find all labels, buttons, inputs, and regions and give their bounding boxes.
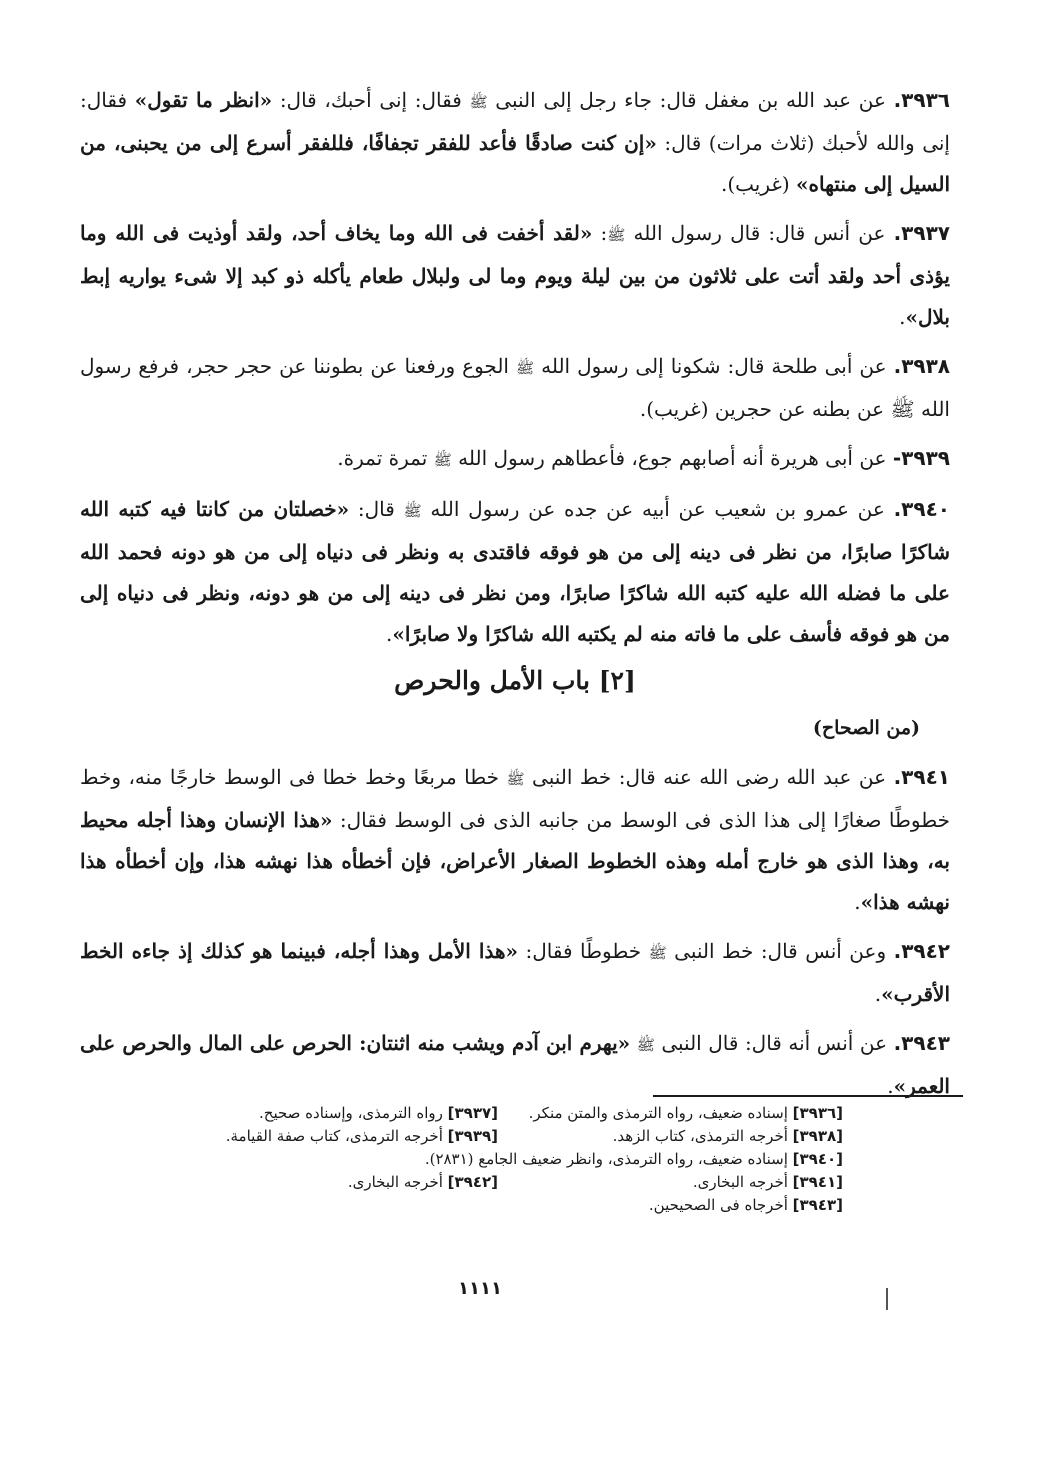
grade-text: (غريب). (720, 172, 796, 196)
footnote-row (143, 1125, 843, 1148)
footnote-text: أخرجه الترمذى، كتاب الزهد. (612, 1127, 793, 1145)
hadith-3937 (80, 213, 950, 338)
salutation-glyph: ﷺ (636, 1036, 655, 1054)
hadith-number: ٣٩٤٠ (901, 497, 950, 521)
narration-text: عن أبى طلحة قال: شكونا إلى رسول الله (534, 354, 894, 378)
hadith-3938 (80, 346, 950, 430)
chapter-title: [٢] باب الأمل والحرص (394, 666, 636, 695)
hadith-3942 (80, 931, 950, 1015)
margin-mark (886, 1288, 888, 1310)
narration-text: خطا مربعًا وخط خطا فى الوسط خارجًا منه، وخط خطوطًا صغارًا إلى هذا الذى فى الوسط من جانبه الذى فى الوسط فقال: (80, 765, 950, 832)
number-separator: . (893, 765, 902, 789)
hadith-number: ٣٩٤٣ (901, 1031, 950, 1055)
narration-text: وعن أنس قال: خط النبى (666, 939, 894, 963)
salutation-glyph: ﷺ (648, 944, 667, 962)
salutation-glyph: ﷺ (515, 359, 535, 377)
section-label: (من الصحاح) (812, 717, 920, 739)
narration-text: عن أنس أنه قال: قال النبى (654, 1031, 894, 1055)
footnote-text: أخرجه الترمذى، كتاب صفة القيامة. (225, 1127, 448, 1145)
hadith-3939 (80, 438, 950, 481)
narration-text: . (854, 890, 861, 914)
prophetic-quote: «انظر ما تقول» (134, 88, 273, 112)
number-separator: . (893, 1031, 902, 1055)
narration-text: خطوطًا فقال: (518, 939, 649, 963)
hadith-number: ٣٩٣٩ (901, 446, 950, 470)
narration-text: عن أنس قال: قال رسول الله (625, 221, 894, 245)
prophetic-quote: «هذا الإنسان وهذا أجله محيط به، وهذا الذى هو خارج أمله وهذه الخطوط الصغار الأعراض، فإن أخطأه هذا نهشه هذا، وإن أخطأه هذا نهشه هذا» (80, 808, 950, 914)
footnote-divider (653, 1095, 963, 1097)
footnote-row (143, 1171, 843, 1194)
narration-text: فقال: إنى والله لأحبك (ثلاث مرات) قال: (80, 88, 950, 155)
hadith-3936 (80, 80, 950, 205)
footnote-number: [٣٩٣٧] (447, 1104, 498, 1122)
prophetic-quote: «خصلتان من كانتا فيه كتبه الله شاكرًا صابرًا، من نظر فى دينه إلى من هو فوقه فاقتدى به ونظر فى دنياه إلى من هو دونه فحمد الله على ما فضله الله عليه كتبه الله شاكرًا صابرًا، ومن نظر فى دينه إلى من هو دونه، ونظر فى دنياه إلى من هو فوقه فأسف على ما فاته منه لم يكتبه الله شاكرًا ولا صابرًا» (80, 497, 950, 646)
narration-text: عن عبد الله بن مغفل قال: جاء رجل إلى النبى (487, 88, 894, 112)
narration-text: . (874, 982, 882, 1006)
narration-text: عن أبى هريرة أنه أصابهم جوع، فأعطاهم رسول الله (451, 446, 893, 470)
footnote-number: [٣٩٤٣] (792, 1196, 843, 1214)
footnote-text: أخرجه البخارى. (347, 1173, 448, 1191)
number-separator: . (893, 88, 902, 112)
footnotes (143, 1102, 843, 1217)
hadith-number: ٣٩٣٧ (901, 221, 950, 245)
page-number: ١١١١ (458, 1278, 502, 1299)
narration-text: عن عمرو بن شعيب عن أبيه عن جده عن رسول الله (421, 497, 894, 521)
salutation-glyph: ﷺ (433, 451, 452, 469)
narration-text: . (899, 305, 906, 329)
narration-text: . (386, 622, 393, 646)
number-separator: - (892, 446, 902, 470)
footnote-3942 (143, 1171, 498, 1194)
footnote-3938 (498, 1125, 843, 1148)
footnote-3940 (143, 1148, 843, 1171)
number-separator: . (893, 497, 902, 521)
prophetic-quote: «لقد أخفت فى الله وما يخاف أحد، ولقد أوذيت فى الله وما يؤذى أحد ولقد أتت على ثلاثون من بين ليلة ويوم وما لى ولبلال طعام يأكله ذو كبد إلا شىء يواريه إبط بلال» (80, 221, 950, 329)
hadith-number: ٣٩٤١ (901, 765, 950, 789)
hadith-3940 (80, 489, 950, 655)
footnote-3936 (498, 1102, 843, 1125)
footnote-number: [٣٩٤١] (792, 1173, 843, 1191)
narration-text: تمرة تمرة. (337, 446, 434, 470)
narration-text: الجوع ورفعنا عن بطوننا عن حجر حجر، فرفع رسول الله (80, 354, 950, 421)
hadith-3941 (80, 757, 950, 923)
narration-text: ﷺ عن بطنه عن حجرين (غريب). (639, 397, 915, 421)
hadith-number: ٣٩٣٦ (901, 88, 950, 112)
footnote-3941 (498, 1171, 843, 1194)
footnote-3943 (498, 1194, 843, 1217)
hadith-number: ٣٩٤٢ (901, 939, 951, 963)
footnote-text: رواه الترمذى، وإسناده صحيح. (259, 1104, 448, 1122)
narration-text: فقال: إنى أحبك، قال: (272, 88, 470, 112)
number-separator: . (893, 939, 902, 963)
narration-text: . (887, 1074, 894, 1098)
footnote-text: أخرجاه فى الصحيحين. (648, 1196, 793, 1214)
footnote-row (143, 1148, 843, 1171)
footnote-number: [٣٩٤٢] (447, 1173, 498, 1191)
footnote-3937 (143, 1102, 498, 1125)
prophetic-quote: «يهرم ابن آدم ويشب منه اثنتان: الحرص على المال والحرص على العمر» (80, 1031, 950, 1098)
footnote-text: إسناده ضعيف، رواه الترمذى، وانظر ضعيف الجامع (٢٨٣١). (424, 1150, 793, 1168)
footnote-number: [٣٩٣٦] (792, 1104, 843, 1122)
number-separator: . (893, 221, 902, 245)
narration-text: عن عبد الله رضى الله عنه قال: خط النبى (524, 765, 894, 789)
number-separator: . (893, 354, 902, 378)
hadith-number: ٣٩٣٨ (901, 354, 951, 378)
footnote-number: [٣٩٣٩] (447, 1127, 498, 1145)
prophetic-quote: «هذا الأمل وهذا أجله، فبينما هو كذلك إذ جاءه الخط الأقرب» (80, 939, 950, 1006)
footnote-row (143, 1194, 843, 1217)
footnote-text: أخرجه البخارى. (692, 1173, 793, 1191)
footnote-text: إسناده ضعيف، رواه الترمذى والمتن منكر. (528, 1104, 793, 1122)
footnote-number: [٣٩٣٨] (792, 1127, 843, 1145)
narration-text: قال: (349, 497, 404, 521)
main-text (80, 80, 950, 1115)
salutation-glyph: ﷺ (469, 93, 488, 111)
narration-text: : (592, 221, 608, 245)
salutation-glyph: ﷺ (506, 770, 525, 788)
prophetic-quote: «إن كنت صادقًا فأعد للفقر تجفافًا، فللفقر أسرع إلى من يحبنى، من السيل إلى منتهاه» (80, 131, 950, 196)
footnote-row (143, 1102, 843, 1125)
salutation-glyph: ﷺ (607, 226, 626, 244)
footnote-3939 (143, 1125, 498, 1148)
footnote-number: [٣٩٤٠] (792, 1150, 843, 1168)
salutation-glyph: ﷺ (403, 502, 422, 520)
